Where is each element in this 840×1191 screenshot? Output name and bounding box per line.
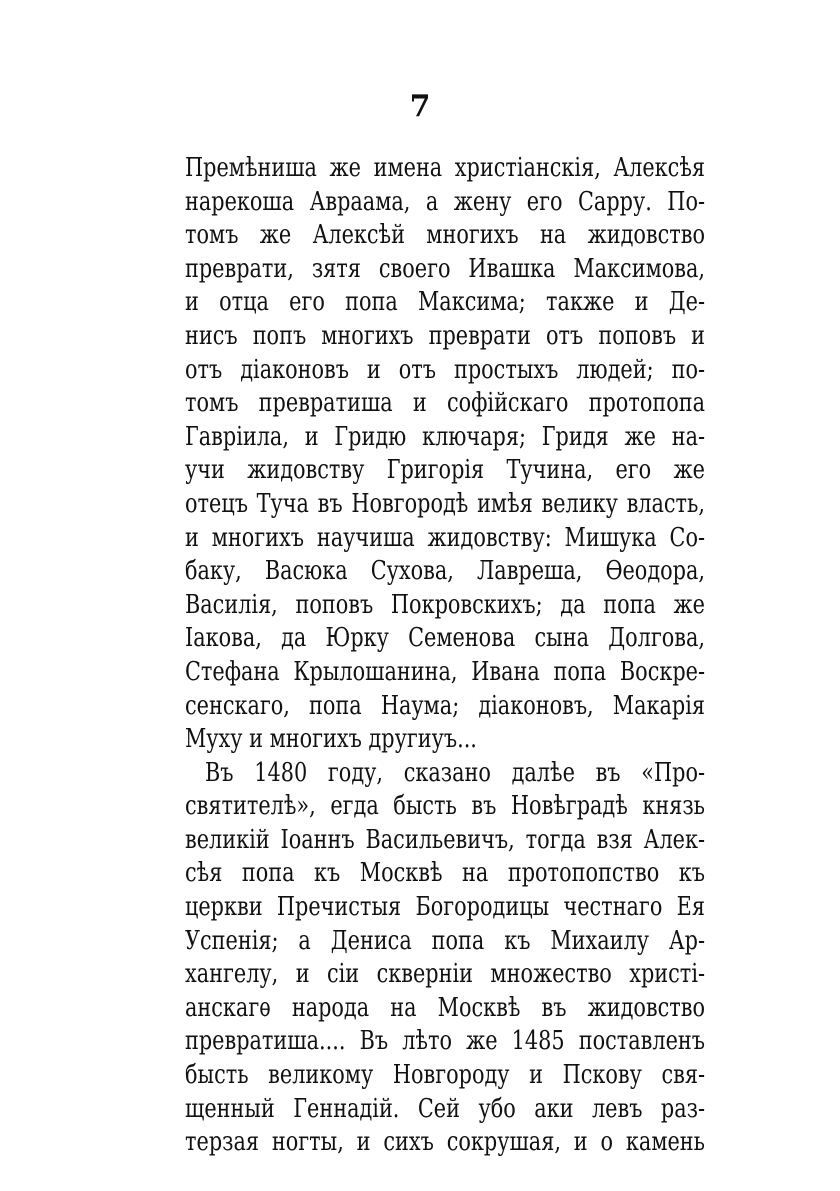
text-line: щенный Геннадій. Сей убо аки левъ раз- [185,1093,705,1124]
text-line: и многихъ научиша жидовству: Мишука Со- [185,522,705,553]
text-line: Гавріила, и Гридю ключаря; Гридя же на- [185,421,705,452]
text-line: преврати, зятя своего Ивашка Максимова, [185,253,705,284]
text-line: томъ же Алексѣй многихъ на жидовство [185,220,705,251]
text-line: отецъ Туча въ Новгородѣ имѣя велику власть, [185,488,705,519]
text-line: церкви Пречистыя Богородицы честнаго Ея [185,892,705,923]
body-text [185,152,705,1160]
text-line: анскагѳ народа на Москвѣ въ жидовство [185,992,705,1023]
text-line: томъ превратиша и софійскаго протопопа [185,388,705,419]
text-line: Стефана Крылошанина, Ивана попа Воскре- [185,656,705,687]
text-line: Муху и многихъ другиуъ... [185,724,477,755]
text-line: отъ діаконовъ и отъ простыхъ людей; по- [185,354,705,385]
text-line: сѣя попа къ Москвѣ на протопопство къ [185,858,705,889]
text-line: Іакова, да Юрку Семенова сына Долгова, [185,623,705,654]
text-line: и отца его попа Максима; также и Де- [185,287,705,318]
text-line: превратиша.... Въ лѣто же 1485 поставленъ [185,1026,705,1057]
text-line: хангелу, и сіи скверніи множество христі- [185,959,705,990]
text-line: Василія, поповъ Покровскихъ; да попа же [185,589,705,620]
text-line: учи жидовству Григорія Тучина, его же [185,455,705,486]
text-line: баку, Васюка Сухова, Лавреша, Ѳеодора, [185,556,705,587]
text-line: сенскаго, попа Наума; діаконовъ, Макарія [185,690,705,721]
text-line: великій Іоаннъ Васильевичъ, тогда взя Алек- [185,824,705,855]
text-line: нарекоша Авраама, а жену его Сарру. По- [185,186,705,217]
text-line: Успенія; а Дениса попа къ Михаилу Ар- [185,925,705,956]
text-line: Премѣниша же имена христіанскія, Алексѣя [185,153,705,183]
text-line: святителѣ», егда бысть въ Новѣградѣ князь [185,791,705,822]
text-line: Въ 1480 году, сказано далѣе въ «Про- [205,757,705,788]
text-line: нисъ попъ многихъ преврати отъ поповъ и [185,320,705,351]
text-line: терзая ногты, и сихъ сокрушая, и о камень [185,1127,705,1158]
text-line: бысть великому Новгороду и Пскову свя- [185,1060,705,1091]
page-number: 7 [409,89,431,124]
